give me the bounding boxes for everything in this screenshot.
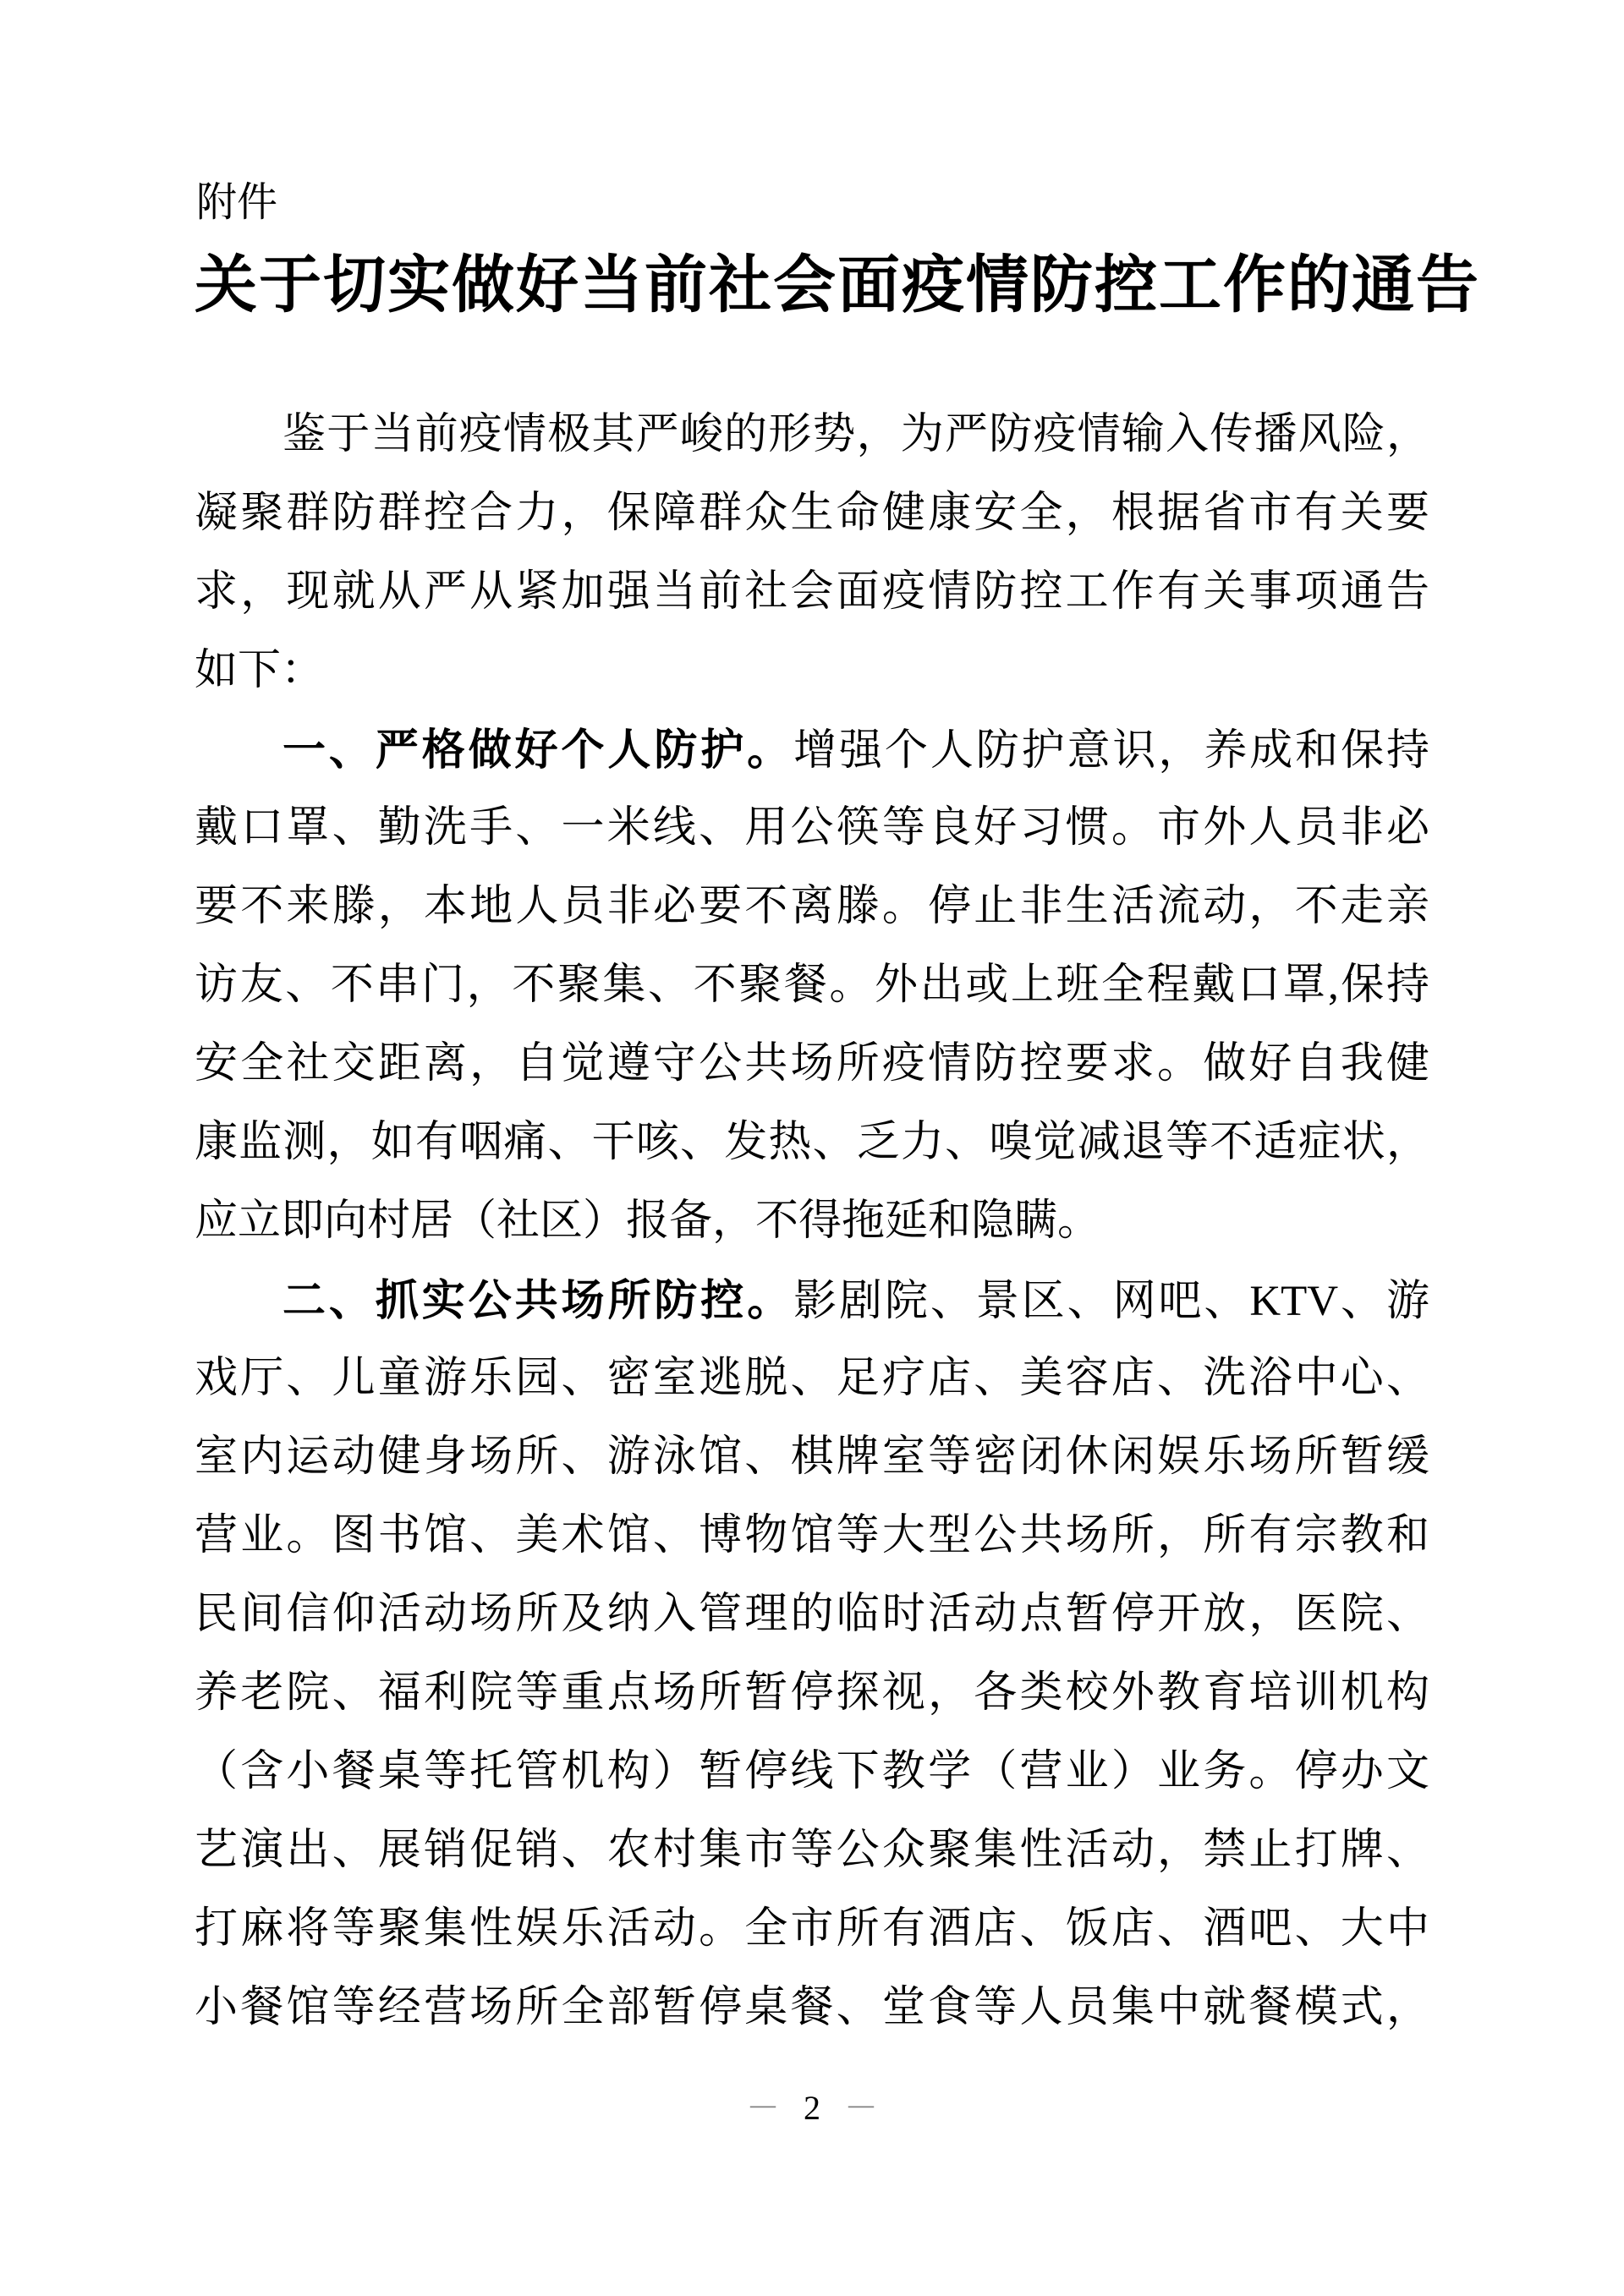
text-line: 民间信仰活动场所及纳入管理的临时活动点暂停开放，医院、	[195, 1591, 1429, 1638]
text-line: 艺演出、展销促销、农村集市等公众聚集性活动，禁止打牌、	[195, 1827, 1429, 1874]
footer-page-number: 2	[804, 2089, 820, 2127]
text-line: 应立即向村居（社区）报备，不得拖延和隐瞒。	[195, 1197, 1101, 1245]
document-body	[195, 396, 1429, 2047]
text-line: 戴口罩、勤洗手、一米线、用公筷等良好习惯。市外人员非必	[195, 804, 1429, 852]
section-heading: 一、严格做好个人防护。	[283, 726, 794, 774]
text-line: 一、严格做好个人防护。增强个人防护意识，养成和保持	[283, 726, 1429, 775]
text-line: 访友、不串门，不聚集、不聚餐。外出或上班全程戴口罩,保持	[195, 962, 1429, 1009]
text-line: 小餐馆等经营场所全部暂停桌餐、堂食等人员集中就餐模式，	[195, 1984, 1429, 2031]
section-heading: 二、抓实公共场所防控。	[283, 1276, 794, 1324]
footer-left-dash: －	[746, 2089, 780, 2127]
text-line: 求，现就从严从紧加强当前社会面疫情防控工作有关事项通告	[195, 568, 1429, 616]
text-line: 营业。图书馆、美术馆、博物馆等大型公共场所，所有宗教和	[195, 1512, 1429, 1559]
footer-right-dash: －	[844, 2089, 878, 2127]
text-line: 安全社交距离，自觉遵守公共场所疫情防控要求。做好自我健	[195, 1040, 1429, 1088]
text-line: （含小餐桌等托管机构）暂停线下教学（营业）业务。停办文	[195, 1748, 1429, 1795]
text-line: 凝聚群防群控合力，保障群众生命健康安全，根据省市有关要	[195, 490, 1429, 537]
text-line: 要不来滕，本地人员非必要不离滕。停止非生活流动，不走亲	[195, 883, 1429, 930]
text-line: 康监测，如有咽痛、干咳、发热、乏力、嗅觉减退等不适症状，	[195, 1119, 1429, 1166]
text-line: 如下：	[195, 647, 325, 694]
text-line: 室内运动健身场所、游泳馆、棋牌室等密闭休闲娱乐场所暂缓	[195, 1433, 1429, 1481]
text-line: 鉴于当前疫情极其严峻的形势，为严防疫情输入传播风险，	[283, 411, 1429, 458]
text-line: 戏厅、儿童游乐园、密室逃脱、足疗店、美容店、洗浴中心、	[195, 1355, 1429, 1402]
page-title: 关于切实做好当前社会面疫情防控工作的通告	[195, 251, 1480, 321]
page-footer	[0, 2087, 1624, 2129]
text-line: 打麻将等聚集性娱乐活动。全市所有酒店、饭店、酒吧、大中	[195, 1905, 1429, 1953]
attachment-label: 附件	[196, 180, 278, 225]
text-line: 二、抓实公共场所防控。影剧院、景区、网吧、KTV、游	[283, 1276, 1429, 1325]
text-line: 养老院、福利院等重点场所暂停探视，各类校外教育培训机构	[195, 1669, 1429, 1717]
